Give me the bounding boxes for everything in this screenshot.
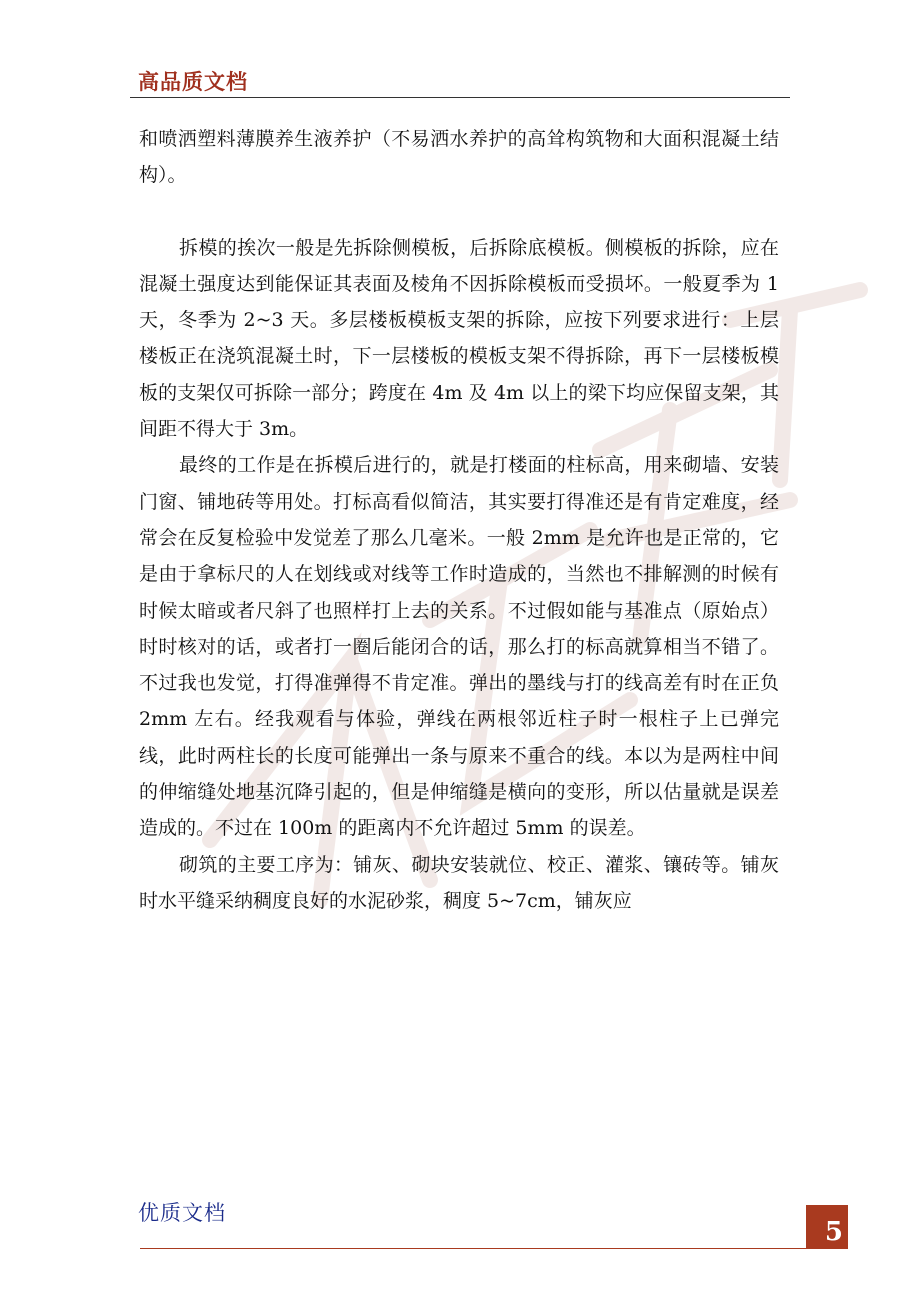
page-number-badge <box>806 1205 848 1249</box>
document-body <box>139 121 779 919</box>
paragraph-1: 和喷洒塑料薄膜养生液养护（不易洒水养护的高耸构筑物和大面积混凝土结构）。 <box>139 128 779 187</box>
paragraph-spacer <box>139 194 779 230</box>
header-title: 高品质文档 <box>138 70 248 94</box>
footer-title: 优质文档 <box>138 1201 226 1225</box>
page-number: 5 <box>824 1217 843 1247</box>
header-divider <box>130 97 790 98</box>
paragraph-4: 砌筑的主要工序为：铺灰、砌块安装就位、校正、灌浆、镶砖等。铺灰时水平缝采纳稠度良好的水泥砂浆，稠度 5~7cm，铺灰应 <box>139 853 779 912</box>
paragraph-3: 最终的工作是在拆模后进行的，就是打楼面的柱标高，用来砌墙、安装门窗、铺地砖等用处。打标高看似简洁，其实要打得准还是有肯定难度，经常会在反复检验中发觉差了那么几毫米。一般 2mm 是允许也是正常的，它是由于拿标尺的人在划线或对线等工作时造成的，当然也不排解测的时候有时候太暗或者尺斜了也照样打上去的关系。不过假如能与基准点（原始点）时时核对的话，或者打一圈后能闭合的话，那么打的标高就算相当不错了。不过我也发觉，打得准弹得不肯定准。弹出的墨线与打的线高差有时在正负 2mm 左右。经我观看与体验，弹线在两根邻近柱子时一根柱子上已弹完线，此时两柱长的长度可能弹出一条与原来不重合的线。本以为是两柱中间的伸缩缝处地基沉降引起的，但是伸缩缝是横向的变形，所以估量就是误差造成的。不过在 100m 的距离内不允许超过 5mm 的误差。 <box>139 454 779 840</box>
footer-divider <box>140 1248 848 1249</box>
paragraph-2: 拆模的挨次一般是先拆除侧模板，后拆除底模板。侧模板的拆除，应在混凝土强度达到能保证其表面及棱角不因拆除模板而受损坏。一般夏季为 1 天，冬季为 2~3 天。多层楼板模板支架的拆除，应按下列要求进行：上层楼板正在浇筑混凝土时，下一层楼板的模板支架不得拆除，再下一层楼板模板的支架仅可拆除一部分；跨度在 4m 及 4m 以上的梁下均应保留支架，其间距不得大于 3m。 <box>139 236 779 441</box>
